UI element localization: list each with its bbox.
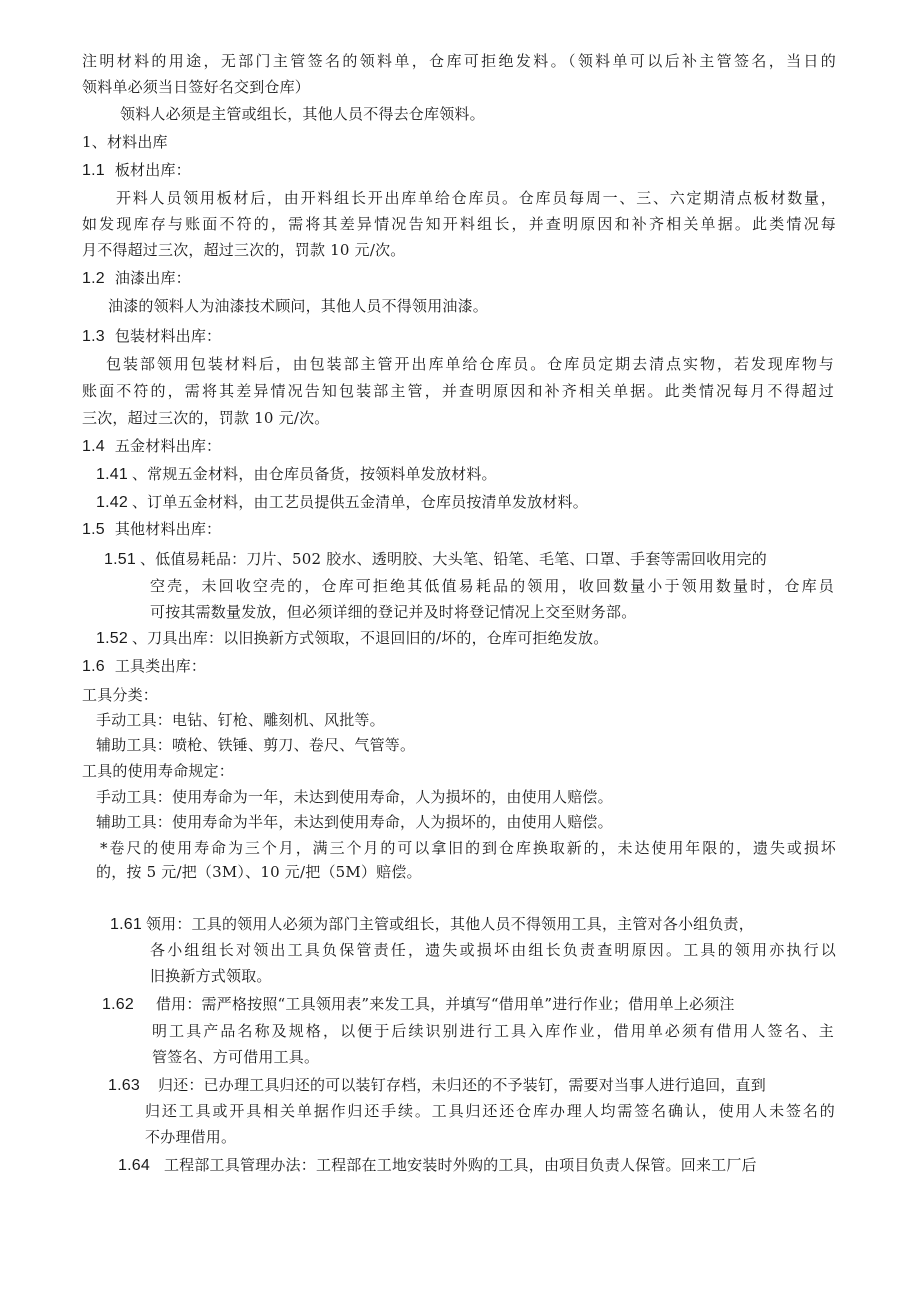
item-1-61-number: 1.61 bbox=[110, 916, 142, 933]
para-1-3-line-1: 包装部领用包装材料后，由包装部主管开出库单给仓库员。仓库员定期去清点实物，若发现库物与 bbox=[106, 355, 834, 373]
heading-1-3-number: 1.3 bbox=[82, 328, 105, 345]
heading-1-2-number: 1.2 bbox=[82, 270, 105, 287]
heading-1-6-number: 1.6 bbox=[82, 658, 105, 675]
heading-1-2-title: 油漆出库： bbox=[114, 269, 191, 287]
para-1-3-line-2: 账面不符的，需将其差异情况告知包装部主管，并查明原因和补齐相关单据。此类情况每月不得超过 bbox=[82, 382, 834, 400]
item-1-62-text: 借用：需严格按照“工具领用表”来发工具，并填写“借用单”进行作业；借用单上必须注 bbox=[155, 995, 735, 1013]
heading-1-1-number: 1.1 bbox=[82, 162, 105, 179]
tool-life-auxiliary: 辅助工具：使用寿命为半年，未达到使用寿命，人为损坏的，由使用人赔偿。 bbox=[96, 813, 613, 831]
item-1-42 bbox=[96, 490, 588, 514]
para-1-1-line-2: 如发现库存与账面不符的，需将其差异情况告知开料组长，并查明原因和补齐相关单据。此类情况每 bbox=[82, 215, 836, 233]
item-1-41 bbox=[96, 462, 497, 486]
item-1-42-number: 1.42 bbox=[96, 494, 128, 511]
heading-1-5 bbox=[82, 517, 221, 541]
para-1-1-line-1: 开料人员领用板材后，由开料组长开出库单给仓库员。仓库员每周一、三、六定期清点板材数量， bbox=[116, 189, 836, 207]
item-1-62-line-2: 明工具产品名称及规格，以便于后续识别进行工具入库作业，借用单必须有借用人签名、主 bbox=[152, 1022, 834, 1040]
heading-1-1-title: 板材出库： bbox=[114, 161, 191, 179]
item-1-64-line-1 bbox=[118, 1153, 757, 1177]
item-1-51-line-2: 空壳，未回收空壳的，仓库可拒绝其低值易耗品的领用，收回数量小于领用数量时，仓库员 bbox=[150, 577, 834, 595]
item-1-63-text: 归还：已办理工具归还的可以装钉存档，未归还的不予装钉，需要对当事人进行追回，直到 bbox=[157, 1076, 766, 1094]
tape-measure-note-line-1: *卷尺的使用寿命为三个月，满三个月的可以拿旧的到仓库换取新的，未达使用年限的，遗失或损坏 bbox=[100, 839, 836, 857]
item-1-51-line-1 bbox=[104, 547, 767, 571]
heading-1-3-title: 包装材料出库： bbox=[114, 327, 222, 345]
item-1-62-line-1 bbox=[102, 992, 735, 1016]
item-1-64-number: 1.64 bbox=[118, 1157, 150, 1174]
tool-life-manual: 手动工具：使用寿命为一年，未达到使用寿命，人为损坏的，由使用人赔偿。 bbox=[96, 788, 613, 806]
item-1-51-line-3: 可按其需数量发放，但必须详细的登记并及时将登记情况上交至财务部。 bbox=[150, 603, 637, 621]
item-1-52-text: 、刀具出库：以旧换新方式领取，不退回旧的/坏的，仓库可拒绝发放。 bbox=[131, 629, 609, 647]
item-1-52 bbox=[96, 626, 608, 650]
heading-1-4 bbox=[82, 434, 221, 458]
section-1-heading: 1、材料出库 bbox=[82, 133, 168, 151]
item-1-63-line-1 bbox=[108, 1073, 766, 1097]
tool-category-manual: 手动工具：电钻、钉枪、雕刻机、风批等。 bbox=[96, 711, 385, 729]
item-1-64-text: 工程部工具管理办法：工程部在工地安装时外购的工具，由项目负责人保管。回来工厂后 bbox=[163, 1156, 757, 1174]
heading-1-6 bbox=[82, 654, 206, 678]
item-1-61-line-1 bbox=[110, 912, 754, 936]
item-1-51-number: 1.51 bbox=[104, 551, 136, 568]
item-1-61-text: 领用：工具的领用人必须为部门主管或组长，其他人员不得领用工具，主管对各小组负责， bbox=[145, 915, 754, 933]
item-1-63-line-2: 归还工具或开具相关单据作归还手续。工具归还还仓库办理人均需签名确认，使用人未签名的 bbox=[145, 1102, 835, 1120]
para-1-3-line-3: 三次，超过三次的，罚款 10 元/次。 bbox=[82, 409, 330, 427]
item-1-42-text: 、订单五金材料，由工艺员提供五金清单，仓库员按清单发放材料。 bbox=[131, 493, 588, 511]
item-1-41-text: 、常规五金材料，由仓库员备货，按领料单发放材料。 bbox=[131, 465, 497, 483]
heading-1-5-title: 其他材料出库： bbox=[114, 520, 222, 538]
item-1-62-number: 1.62 bbox=[102, 996, 134, 1013]
item-1-61-line-3: 旧换新方式领取。 bbox=[150, 967, 272, 985]
intro-line-3: 领料人必须是主管或组长，其他人员不得去仓库领料。 bbox=[120, 105, 485, 123]
heading-1-3 bbox=[82, 324, 221, 348]
heading-1-4-number: 1.4 bbox=[82, 438, 105, 455]
tool-life-title: 工具的使用寿命规定： bbox=[82, 762, 235, 780]
intro-line-2: 领料单必须当日签好名交到仓库） bbox=[82, 78, 311, 96]
item-1-63-line-3: 不办理借用。 bbox=[145, 1128, 237, 1146]
intro-line-1: 注明材料的用途，无部门主管签名的领料单，仓库可拒绝发料。（领料单可以后补主管签名，当日的 bbox=[82, 52, 836, 70]
item-1-62-line-3: 管签名、方可借用工具。 bbox=[152, 1048, 320, 1066]
item-1-41-number: 1.41 bbox=[96, 466, 128, 483]
para-1-2-line-1: 油漆的领料人为油漆技术顾问，其他人员不得领用油漆。 bbox=[108, 297, 489, 315]
item-1-61-line-2: 各小组组长对领出工具负保管责任，遗失或损坏由组长负责查明原因。工具的领用亦执行以 bbox=[150, 941, 836, 959]
para-1-1-line-3: 月不得超过三次，超过三次的，罚款 10 元/次。 bbox=[82, 241, 406, 259]
item-1-51-text: 、低值易耗品：刀片、502 胶水、透明胶、大头笔、铅笔、毛笔、口罩、手套等需回收用完的 bbox=[139, 550, 767, 568]
heading-1-6-title: 工具类出库： bbox=[114, 657, 207, 675]
heading-1-4-title: 五金材料出库： bbox=[114, 437, 222, 455]
heading-1-2 bbox=[82, 266, 191, 290]
item-1-52-number: 1.52 bbox=[96, 630, 128, 647]
item-1-63-number: 1.63 bbox=[108, 1077, 140, 1094]
tape-measure-note-line-2: 的，按 5 元/把（3M）、10 元/把（5M）赔偿。 bbox=[96, 863, 422, 881]
heading-1-5-number: 1.5 bbox=[82, 521, 105, 538]
tool-category-auxiliary: 辅助工具：喷枪、铁锤、剪刀、卷尺、气管等。 bbox=[96, 736, 416, 754]
tool-category-title: 工具分类： bbox=[82, 686, 159, 704]
heading-1-1 bbox=[82, 158, 191, 182]
